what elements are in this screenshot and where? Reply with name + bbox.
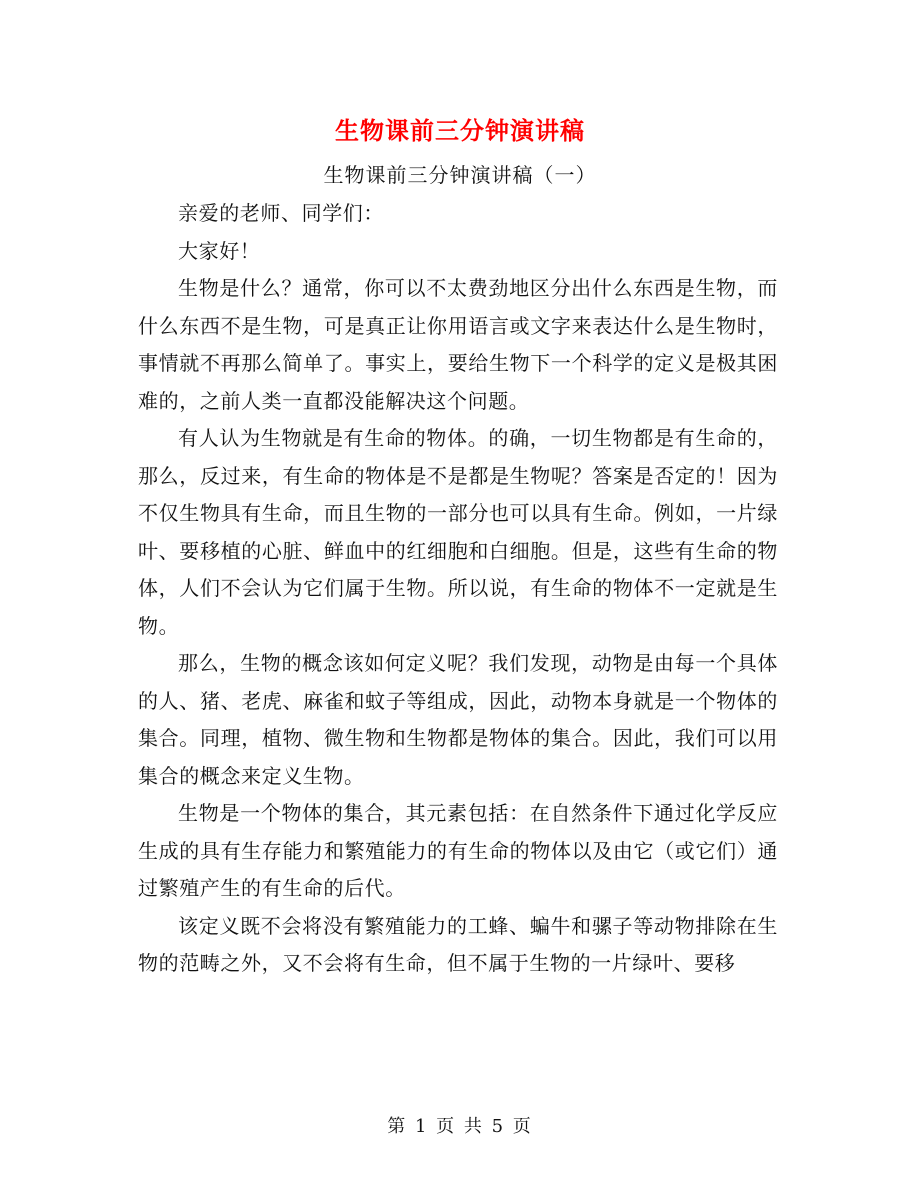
paragraph: 有人认为生物就是有生命的物体。的确，一切生物都是有生命的，那么，反过来，有生命的物体是不是都是生物呢？答案是否定的！因为不仅生物具有生命，而且生物的一部分也可以具有生命。例如，一片绿叶、要移植的心脏、鲜血中的红细胞和白细胞。但是，这些有生命的物体，人们不会认为它们属于生物。所以说，有生命的物体不一定就是生物。 <box>138 426 778 638</box>
paragraph: 生物是什么？通常，你可以不太费劲地区分出什么东西是生物，而什么东西不是生物，可是真正让你用语言或文字来表达什么是生物时，事情就不再那么简单了。事实上，要给生物下一个科学的定义是极其困难的，之前人类一直都没能解决这个问题。 <box>138 276 778 413</box>
document-subtitle: 生物课前三分钟演讲稿（一） <box>323 163 597 187</box>
paragraph-salutation: 亲爱的老师、同学们： <box>178 201 384 225</box>
document-title: 生物课前三分钟演讲稿 <box>335 116 585 145</box>
document-body <box>138 195 778 983</box>
paragraph-greeting: 大家好！ <box>178 238 261 263</box>
paragraph: 生物是一个物体的集合，其元素包括：在自然条件下通过化学反应生成的具有生存能力和繁殖能力的有生命的物体以及由它（或它们）通过繁殖产生的有生命的后代。 <box>138 801 778 900</box>
paragraph: 该定义既不会将没有繁殖能力的工蜂、蝙牛和骡子等动物排除在生物的范畴之外，又不会将有生命，但不属于生物的一片绿叶、要移 <box>138 913 778 975</box>
paragraph: 那么，生物的概念该如何定义呢？我们发现，动物是由每一个具体的人、猪、老虎、麻雀和蚊子等组成，因此，动物本身就是一个物体的集合。同理，植物、微生物和生物都是物体的集合。因此，我们可以用集合的概念来定义生物。 <box>138 651 778 788</box>
page-footer: 第 1 页 共 5 页 <box>387 1116 533 1137</box>
